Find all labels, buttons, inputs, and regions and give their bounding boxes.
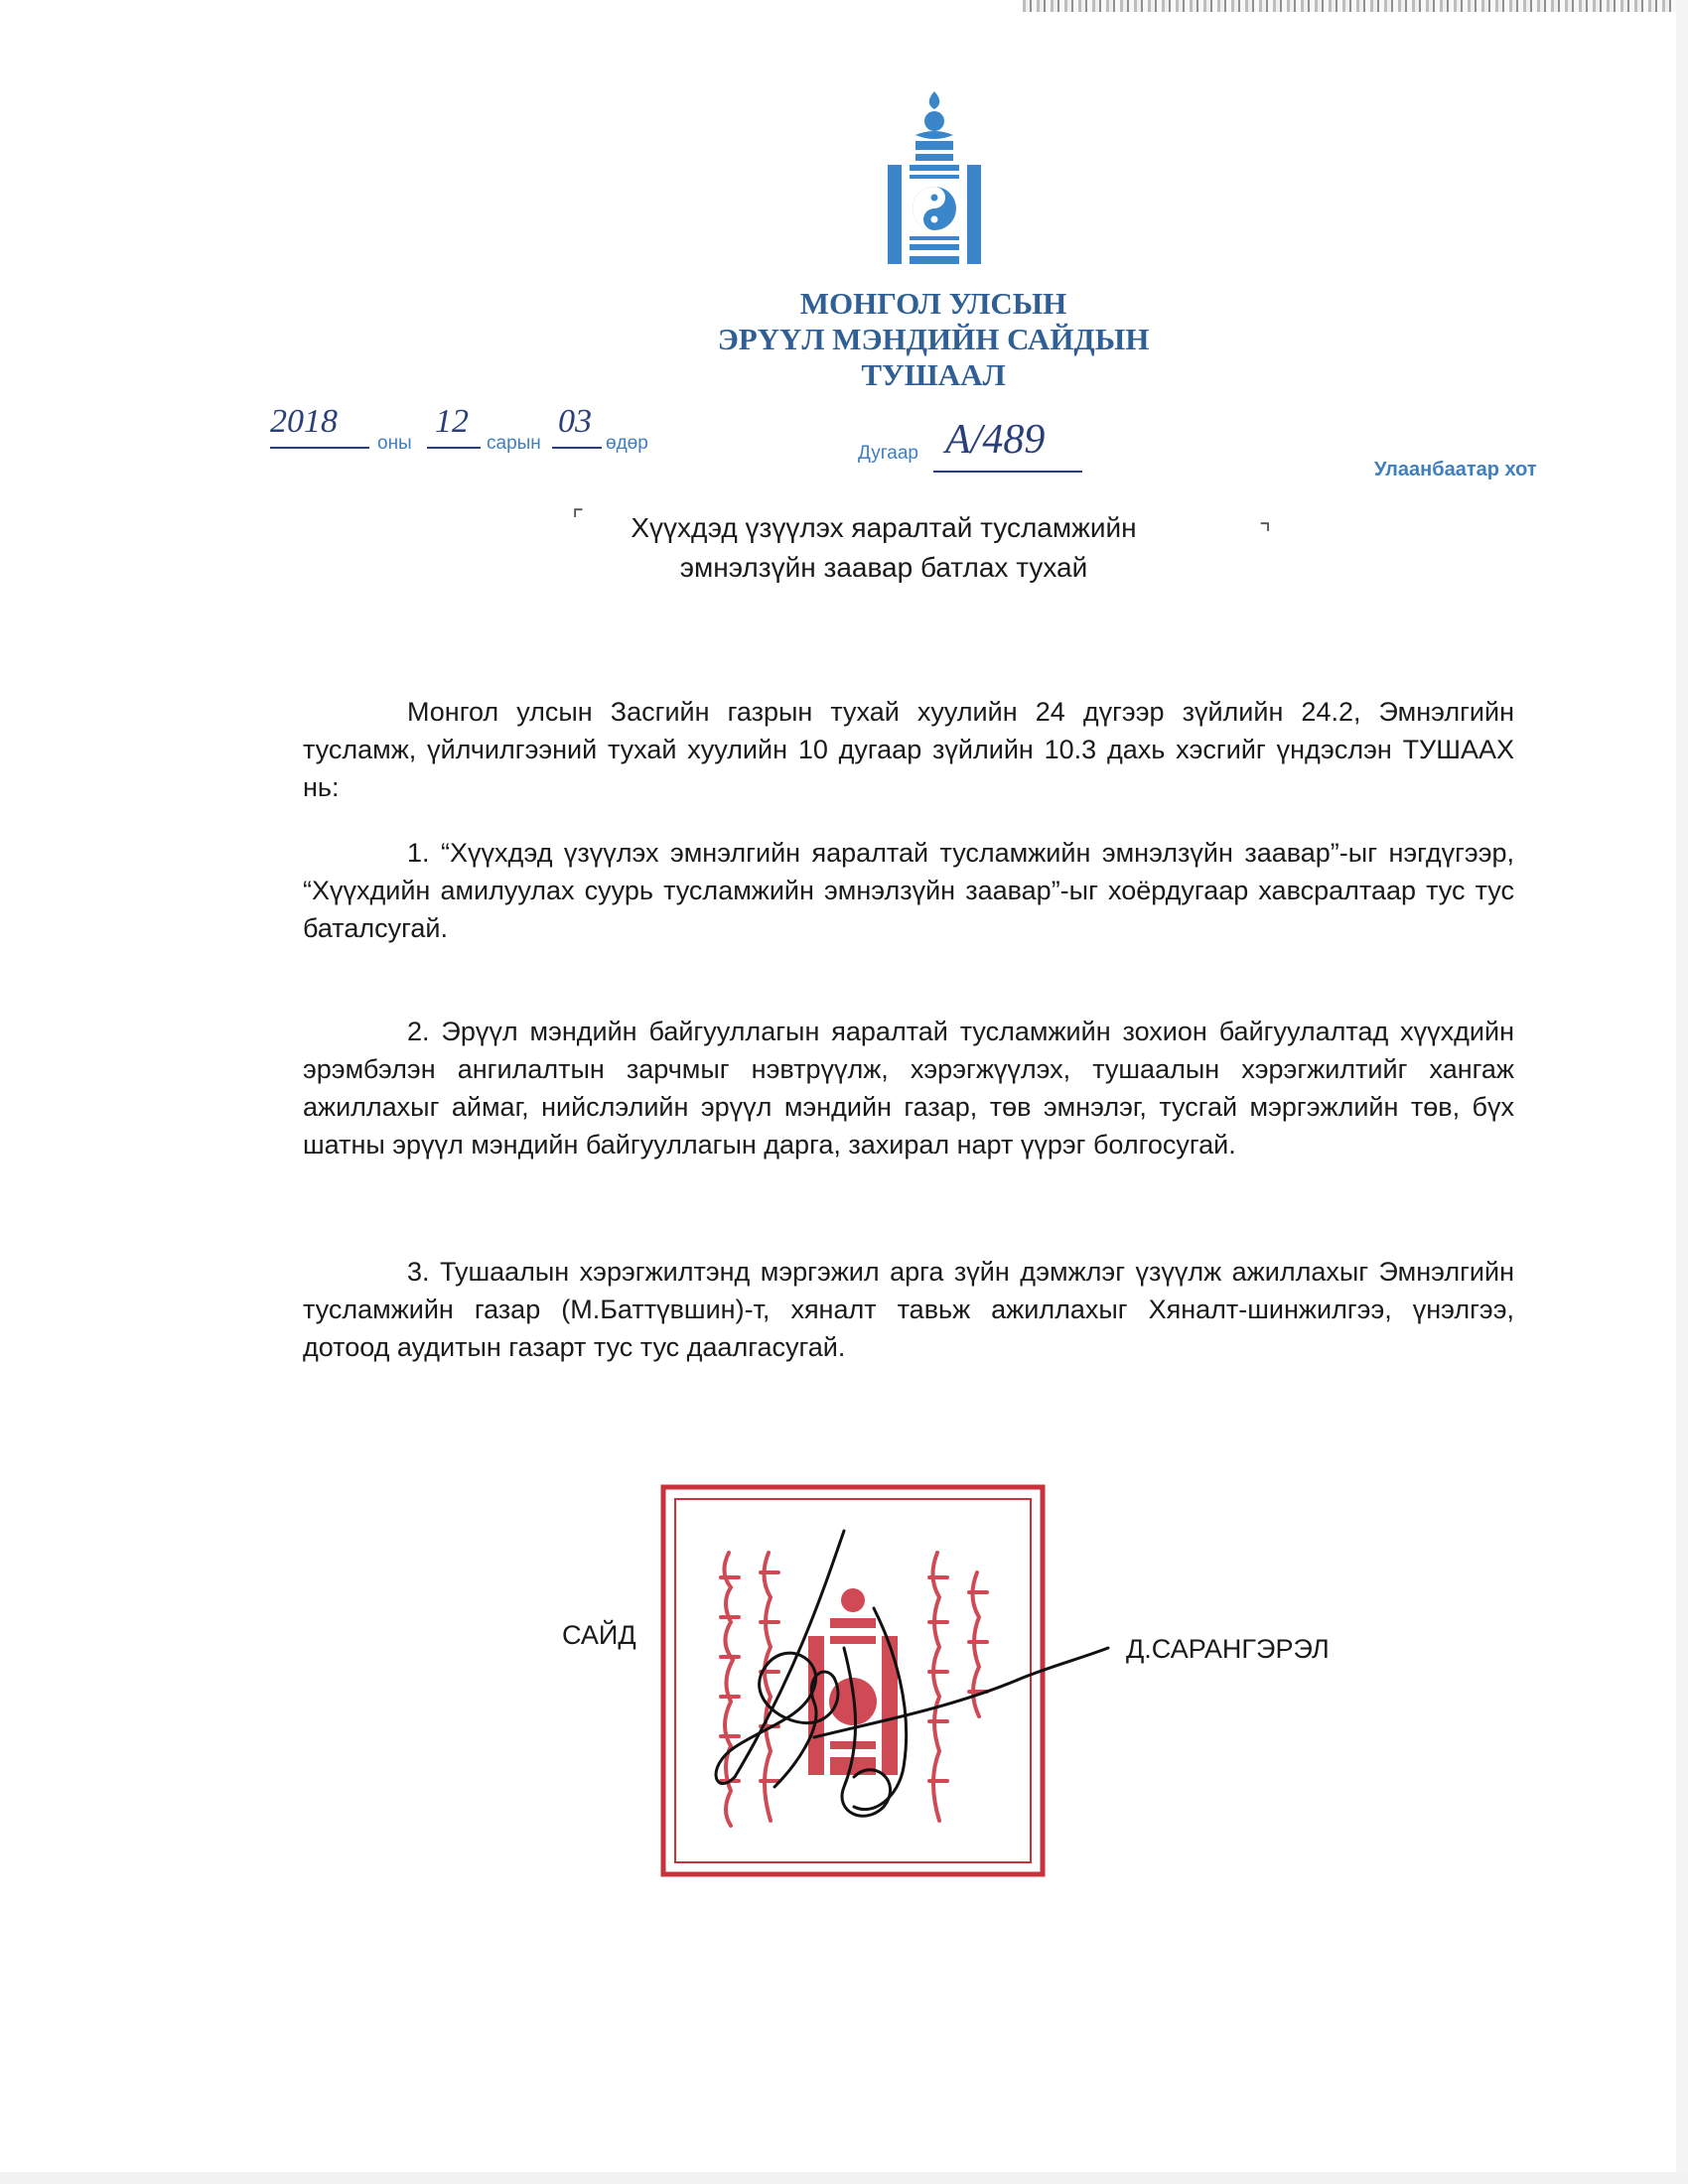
scan-edge-top	[1023, 0, 1688, 12]
place-of-issue: Улаанбаатар хот	[1374, 459, 1537, 480]
date-year: 2018	[270, 403, 338, 440]
scan-edge-right	[1676, 0, 1688, 2184]
org-name-line2: ЭРҮҮЛ МЭНДИЙН САЙДЫН	[717, 322, 1150, 356]
order-item-1: 1. “Хүүхдэд үзүүлэх эмнэлгийн яаралтай тусламжийн эмнэлзүйн заавар”-ыг нэгдүгээр, “Хүүхдийн амилуулах суурь тусламжийн эмнэлзүйн заавар”-ыг хоёрдугаар хавсралтаар тус тус баталсугай.	[303, 838, 1514, 943]
date-day-underline	[552, 447, 602, 449]
order-item-3: 3. Тушаалын хэрэгжилтэнд мэргэжил арга зүйн дэмжлэг үзүүлж ажиллахыг Эмнэлгийн тусламжийн газар (М.Баттүвшин)-т, хяналт тавьж ажиллахыг Хяналт-шинжилгээ, үнэлгээ, дотоод аудитын газарт тус тус даалгасугай.	[303, 1257, 1514, 1362]
date-year-suffix: оны	[377, 433, 412, 454]
order-number-underline	[933, 471, 1082, 473]
handwritten-signature-icon	[695, 1529, 1112, 1837]
order-item-2: 2. Эрүүл мэндийн байгууллагын яаралтай тусламжийн зохион байгуулалтад хүүхдийн эрэмбэлэн ангилалтын зарчмыг нэвтрүүлж, хэрэгжүүлэх, тушаалын хэрэгжилтийг хангаж ажиллахыг аймаг, нийслэлийн эрүүл мэндийн газар, төв эмнэлэг, тусгай мэргэжлийн төв, бүх шатны эрүүл мэндийн байгууллагын дарга, захирал нарт үүрэг болгосугай.	[303, 1017, 1514, 1160]
date-day-suffix: өдөр	[606, 433, 648, 454]
document-type-title: ТУШААЛ	[861, 357, 1006, 392]
preamble-paragraph: Монгол улсын Засгийн газрын тухай хуулийн 24 дүгээр зүйлийн 24.2, Эмнэлгийн тусламж, үйлчилгээний тухай хуулийн 10 дугаар зүйлийн 10.3 дахь хэсгийг үндэслэн ТУШААХ нь:	[303, 697, 1514, 802]
date-month: 12	[435, 403, 469, 440]
date-year-underline	[270, 447, 369, 449]
order-number: А/489	[945, 417, 1046, 463]
subject-line1: Хүүхдэд үзүүлэх яаралтай тусламжийн	[631, 512, 1137, 543]
date-month-suffix: сарын	[487, 433, 541, 454]
signatory-title: САЙД	[562, 1620, 636, 1650]
order-number-label: Дугаар	[858, 443, 918, 464]
soyombo-emblem-icon	[888, 91, 981, 268]
org-name-line1: МОНГОЛ УЛСЫН	[799, 286, 1067, 321]
scan-edge-bottom	[0, 2172, 1688, 2184]
subject-bracket-left: ⌜	[572, 504, 585, 534]
subject-line2: эмнэлзүйн заавар батлах тухай	[679, 552, 1088, 583]
subject-bracket-right: ⌝	[1259, 518, 1272, 548]
date-month-underline	[427, 447, 481, 449]
date-day: 03	[558, 403, 592, 440]
signatory-name: Д.САРАНГЭРЭЛ	[1126, 1634, 1330, 1664]
